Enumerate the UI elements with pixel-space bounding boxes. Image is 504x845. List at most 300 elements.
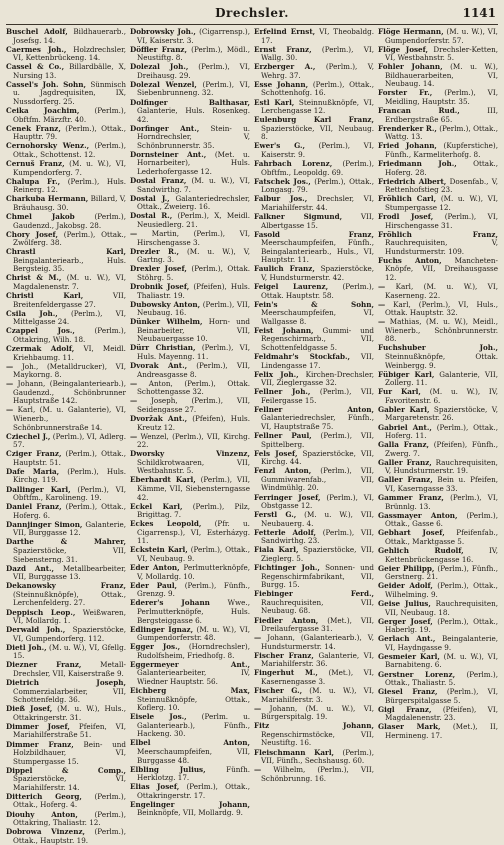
entry-name: Cenek Franz, (6, 123, 61, 133)
entry-name: Frodl Josef, (378, 211, 434, 221)
directory-entry (130, 177, 250, 194)
entry-details: Spazierstöcke, V, Margaretenstr. 26. (385, 404, 498, 423)
entry-name: Cernohorsky Wenz., (6, 141, 90, 151)
entry-name: Dürr Christian, (130, 343, 196, 353)
directory-entry (254, 766, 374, 783)
entry-name: Dolezal Wenzel, (130, 79, 197, 89)
entry-name: — (6, 405, 14, 415)
directory-entry (130, 450, 250, 476)
directory-entry (254, 564, 374, 590)
directory-entry (6, 292, 126, 309)
entry-details: Galanteriearbeiter, IV, Wiedner Hauptstr. 56. (137, 668, 250, 686)
entry-name: — (6, 361, 14, 371)
entry-name: Dafe Maria, (6, 466, 60, 476)
entry-details: (Horndrechsler), Rudolfsheim, Friedhofg. 8. (137, 642, 250, 660)
entry-details: (Perlm.), Ottak., Hoferg. 11. (385, 422, 498, 441)
entry-details: (Perlm.), Ottak., Thaliastr. 5. (385, 669, 498, 688)
directory-entry (254, 388, 374, 405)
directory-entry (130, 564, 250, 581)
entry-details: Metallbearbeiter, VII, Burggasse 13. (13, 563, 126, 582)
entry-details: (Perlm.), Ottak., Hauptstr. 19. (13, 827, 126, 845)
entry-name: Feigel Laurenz, (254, 281, 329, 291)
directory-entry (130, 397, 250, 414)
entry-name: Engelinger Johann, (130, 799, 250, 809)
directory-entry (130, 301, 250, 318)
directory-entry (378, 688, 498, 705)
directory-entry (254, 63, 374, 80)
directory-entry (254, 213, 374, 230)
directory-entry (254, 46, 374, 63)
entry-name: Estl Karl, (254, 97, 295, 107)
entry-details: (Perlm.), Ottakring, Thaliastr. 12. (13, 809, 126, 828)
entry-name: Chmel Jakob (6, 211, 75, 221)
entry-name: Drezler R., (130, 246, 179, 256)
entry-details: Kirchen-Drechsler, VII, Zieglergasse 32. (261, 369, 374, 388)
entry-details: IV, Kettenbrückengasse 16. (385, 546, 498, 564)
entry-name: Fichtinger Joh., (254, 563, 320, 573)
entry-details: (Perlm.), Gaudenzd., Jakobsg. 28. (13, 211, 126, 230)
entry-name: Dünker Wilhelm, (130, 317, 203, 327)
entry-name: Forster Fr., (378, 88, 433, 98)
entry-details: Fünfh. Herklotzg. 17. (137, 764, 250, 783)
entry-name: Fiala Karl, (254, 545, 299, 555)
entry-details: Joseph, (Perlm.), VII, Seidengasse 27. (137, 396, 250, 414)
directory-entry (6, 345, 126, 362)
entry-details: (Perlm.), VI, Huls. Mayenng. 11. (137, 343, 250, 361)
directory-entry (6, 626, 126, 643)
directory-entry (254, 142, 374, 159)
entry-name: Gassmayer Anton, (378, 510, 458, 520)
directory-entry (130, 212, 250, 229)
directory-entry (378, 344, 498, 370)
entry-name: — (254, 703, 262, 713)
entry-name: Cziechel J., (6, 431, 51, 441)
entry-details: (M. u. W.), VI, Stumpergasse 12. (385, 194, 498, 212)
directory-entry (378, 257, 498, 283)
entry-name: Geier Philipp, (378, 563, 435, 573)
entry-name: Chory Josef, (6, 229, 58, 239)
directory-entry (378, 512, 498, 529)
entry-name: Fiebinger Ferd., (254, 589, 374, 599)
entry-name: Dekanowsky Franz, (6, 581, 126, 591)
entry-details: (Perlm. u. Galanteriearb.), Fünfh., Hackeng. 30. (137, 712, 250, 739)
entry-name: Fahrbach Lorenz, (254, 159, 333, 169)
entry-name: Falbur Jos., (254, 194, 308, 204)
column-4 (378, 27, 498, 740)
directory-entry (130, 739, 250, 765)
entry-details: Pfeifenfab., Ottak., Marktgasse 5. (385, 528, 498, 546)
entry-details: Billard, V, Bräuhausg. 30. (13, 194, 126, 212)
entry-name: Feist Johann, (254, 325, 314, 335)
entry-name: Ferringer Josef, (254, 492, 321, 502)
entry-name: Christ & M., (6, 273, 62, 283)
entry-name: Caermes Joh., (6, 44, 67, 54)
directory-entry (6, 538, 126, 564)
directory-entry (254, 99, 374, 116)
directory-entry (6, 679, 126, 705)
entry-details: Bildhauerarb., Josefsg. 14. (13, 27, 126, 45)
entry-details: (M. u. W.), VI, Sandwirthg. 7. (137, 176, 250, 194)
entry-details: (Perlm.), VII, Spittelberg. (261, 431, 374, 449)
entry-details: Galanterie, VII, Zollerg. 11. (385, 369, 498, 388)
entry-name: Dobrowa Vinzenz, (6, 827, 86, 837)
column-2 (130, 27, 250, 818)
directory-entry (6, 310, 126, 327)
entry-details: (Perlm.), Ottak., Wilhelming. 9. (385, 581, 498, 599)
entry-details: (Perlm.), Ottak., VI, Neubaug. 9. (137, 545, 250, 564)
entry-details: Pfeifen, VI, Mariahilferstraße 51. (13, 721, 126, 740)
entry-details: Holzdrechsler, VI, Kettenbrückeng. 14. (13, 44, 126, 63)
entry-name: — (130, 431, 138, 441)
directory-entry (254, 406, 374, 432)
entry-name: Elbling Julius, (130, 764, 206, 774)
entry-name: Galler Franz, (378, 457, 432, 467)
entry-name: Fübiger Karl, (378, 369, 435, 379)
directory-entry (378, 125, 498, 142)
entry-details: (Perlm.), VII, Sandwirthg. 23. (261, 527, 374, 546)
entry-details: Regenschirmstöcke, VII, Neustiftg. 16. (261, 729, 374, 748)
directory-entry (130, 344, 250, 361)
directory-entry (378, 283, 498, 300)
entry-name: Gabler Karl, (378, 404, 430, 414)
entry-name: Fröhlich Franz, (378, 229, 498, 239)
entry-details: (Pfeifen), VI, Magdalenenstr. 23. (385, 704, 498, 723)
entry-details: Steinnußknöpfe, VI, Lerchengasse 12. (261, 97, 374, 116)
directory-entry (378, 529, 498, 546)
directory-entry (254, 301, 374, 327)
directory-columns (6, 27, 498, 845)
entry-details: (Perlm.), Fünfh., Gerstnerg. 21. (385, 563, 498, 582)
entry-details: (Perlm.), VI, Dreihausg. 29. (137, 62, 250, 80)
entry-name: Giesel Franz, (378, 687, 438, 697)
directory-entry (378, 46, 498, 63)
directory-entry (378, 406, 498, 423)
entry-name: Dippel & Comp., (6, 765, 126, 775)
entry-details: Karl, (M. u. W.), VI, Kaserneng. 22. (385, 281, 498, 300)
entry-details: Martin, (Perlm.), VI, Hirschengasse 3. (137, 229, 250, 247)
entry-details: (Perlm.), X, Meidl. Neusiedlerg. 21. (137, 211, 250, 229)
directory-entry (6, 705, 126, 722)
entry-name: Gebhart Josef, (378, 528, 445, 538)
entry-name: Diezner Franz, (6, 660, 82, 670)
entry-details: Galanteriedrechsler, Ottak., Zweierg. 16. (137, 193, 250, 212)
entry-details: (Perlm.), VI, Brünnlg. 13. (385, 493, 498, 511)
directory-entry (254, 195, 374, 212)
directory-entry (254, 669, 374, 686)
entry-details: (Perlm.), Mödl., Neustiftg. 8. (137, 44, 250, 63)
entry-name: — (130, 229, 138, 239)
entry-name: Ferstl G., (254, 510, 297, 520)
directory-entry (6, 609, 126, 626)
entry-name: Egger Jos., (130, 642, 181, 652)
entry-name: Derwald Joh., (6, 625, 66, 635)
entry-name: — (130, 378, 138, 388)
entry-details: (Perlm.), VII, Feilergasse 15. (261, 387, 374, 405)
directory-entry (254, 81, 374, 98)
entry-details: (M. u. W.), VI, Barnabiteng. 6. (385, 651, 498, 670)
entry-details: (Perlm.), Pilz, Brigittag. 7. (137, 501, 250, 520)
directory-entry (6, 213, 126, 230)
entry-name: Fenzl Anton, (254, 466, 312, 476)
entry-details: Spazierstöcke, VII, Neubaug. 8. (261, 123, 374, 142)
directory-entry (254, 353, 374, 370)
entry-details: (Cigarrensp.), VI, Kaiserstr. 3. (137, 27, 250, 45)
entry-name: Eulenburg Karl Franz, (254, 115, 374, 125)
directory-entry (130, 520, 250, 546)
directory-entry (130, 248, 250, 265)
entry-name: — (378, 317, 386, 327)
entry-details: Johann, (Beingalanteriearb.), Gaudenzd., Schönbrunner Hauptstraße 142. (13, 379, 126, 406)
directory-entry (6, 125, 126, 142)
directory-entry (254, 705, 374, 722)
entry-details: Galanterie, VII, Burggasse 12. (13, 519, 126, 538)
entry-details: (Kupferstiche), Fünfh., Karmeliterhofg. 8. (385, 141, 498, 159)
entry-name: Christl Karl, (6, 291, 84, 301)
directory-entry (6, 231, 126, 248)
directory-entry (378, 424, 498, 441)
directory-entry (378, 63, 498, 89)
directory-entry (254, 511, 374, 528)
entry-name: Darthe & Mahrer, (6, 537, 126, 547)
entry-details: (Perlm.), Ottak., Haupttr. 79. (13, 123, 126, 142)
directory-entry (254, 546, 374, 563)
entry-details: (Pfeifen), Huls. Thaliastr. 19. (137, 281, 250, 300)
directory-entry (130, 476, 250, 502)
directory-entry (6, 582, 126, 608)
entry-details: (Perlm.), Ottakring, Wilh. 18. (13, 326, 126, 344)
directory-entry (130, 265, 250, 282)
directory-entry (6, 828, 126, 845)
entry-details: (Perlm.), Ottak., Schottenhofg. 16. (261, 79, 374, 98)
directory-entry (6, 195, 126, 212)
directory-entry (378, 301, 498, 318)
directory-entry (6, 661, 126, 678)
directory-entry (6, 248, 126, 274)
entry-details: (Perlm.), Ottak., Schottenst. 12. (13, 141, 126, 159)
entry-details: (Perlm.), Huls. Kirchg. 119. (13, 466, 126, 485)
entry-name: Friedmann Joh., (378, 159, 457, 169)
entry-details: Mathias, (M. u. W.), Meidl., Wienerb., Schönbrunnerstr. 88. (385, 317, 498, 344)
directory-entry (6, 63, 126, 80)
directory-entry (254, 432, 374, 449)
directory-entry (6, 160, 126, 177)
directory-entry (378, 723, 498, 740)
entry-details: (Perlm.), Obftfm., Leopoldg. 69. (261, 159, 374, 177)
entry-details: (Perlm.), Ottak., Gasse 6. (385, 510, 498, 529)
entry-details: Sünmisch u. Jagdrequisiten, IX, Nussdorferg. 25. (13, 79, 126, 107)
entry-details: (Perlm.), Ottak., Hoferg. 6. (13, 502, 126, 520)
entry-name: — (378, 281, 386, 291)
entry-details: (Met.), VI, Kasernengasse 3. (261, 668, 374, 686)
entry-details: VII, Lindengasse 17. (261, 351, 374, 370)
entry-details: Spazierstöcke, VII, Kirchg. 44. (261, 448, 374, 467)
entry-name: Elbel Anton, (130, 738, 250, 748)
entry-name: Fetterle Adolf, (254, 527, 317, 537)
entry-name: Gigl Franz, (378, 704, 432, 714)
entry-name: Eder Paul, (130, 580, 178, 590)
entry-details: (Perlm.), Ottak., Ottakringerstr. 17. (137, 782, 250, 800)
entry-details: Karl, (Perlm.), VI, Huls., Ottak. Hauptstr. 32. (385, 299, 498, 318)
directory-entry (378, 160, 498, 177)
directory-entry (254, 231, 374, 265)
entry-name: Erzberger A., (254, 62, 316, 72)
entry-name: Dvoržak Ant., (130, 414, 188, 423)
entry-name: Eder Anton, (130, 563, 180, 573)
entry-details: Joh., (Metalldrucker), VI, Maykorng. 8. (13, 361, 126, 380)
entry-name: Dorfinger Ant., (130, 123, 200, 133)
entry-name: Czappel Jos., (6, 326, 75, 336)
entry-name: Eckes Leopold, (130, 519, 202, 529)
directory-entry (254, 371, 374, 388)
entry-name: Galla Franz, (378, 440, 430, 450)
entry-name: Fasold Franz, (254, 229, 374, 239)
entry-name: Dolezal Joh., (130, 62, 189, 72)
entry-details: Rauchrequisiten, V, Hundsturmerstr. 19. (385, 457, 498, 476)
entry-details: (Perlm.), VI, Bürgerspitalgasse 5. (385, 687, 498, 705)
directory-entry (254, 634, 374, 651)
entry-name: Felix Joh., (254, 369, 299, 379)
directory-entry (254, 617, 374, 634)
entry-details: Spazierstöcke, VII, Siebensterng. 31. (13, 546, 126, 564)
entry-name: Eberhardt Karl, (130, 475, 196, 485)
entry-name: Ederer's Johann (130, 598, 210, 608)
entry-name: — (6, 379, 14, 389)
directory-entry (378, 371, 498, 388)
entry-name: Chrastl Karl, (6, 247, 126, 257)
entry-name: Dimmer Josef, (6, 721, 70, 731)
entry-name: Chalupa Fr., (6, 176, 61, 186)
directory-entry (6, 274, 126, 291)
directory-entry (6, 433, 126, 450)
entry-name: Dubowsky Anton, (130, 299, 201, 309)
entry-name: Fitz Johann, (254, 721, 374, 731)
entry-name: Ernst Franz, (254, 44, 312, 54)
directory-entry (378, 459, 498, 476)
entry-name: Dimmer Franz, (6, 739, 74, 749)
entry-details: (Perlm.), VI, Hirschengasse 31. (385, 211, 498, 230)
entry-name: Fischer G., (254, 686, 303, 696)
entry-details: (Perlm.), Ottak. Stöhrg. 5. (137, 264, 250, 282)
entry-details: (M. u. W.), VI, Gfellg. 15. (13, 642, 126, 661)
entry-details: (Pfeifen), Huls. Kreutz 12. (137, 414, 250, 432)
directory-entry (254, 327, 374, 353)
entry-details: Billardbälle, X, Nursing 13. (13, 62, 126, 80)
entry-details: Steinnußknöpfe, Ottak., Koflerg. 10. (137, 694, 250, 713)
directory-entry (378, 565, 498, 582)
directory-entry (130, 626, 250, 643)
directory-entry (6, 450, 126, 467)
entry-name: Galler Franz, (378, 475, 433, 485)
directory-entry (254, 687, 374, 704)
entry-details: Wwe., Perlmutterknöpfe, Huls. Bergsteiggasse 6. (137, 598, 250, 625)
entry-details: (Perlm.), Ottak., Hauptstr. 51. (13, 449, 126, 467)
directory-entry (6, 565, 126, 582)
directory-entry (130, 125, 250, 151)
directory-entry (6, 767, 126, 793)
entry-details: (M. u. W.), VI, Magdalenenstr. 7. (13, 273, 126, 291)
entry-name: Drexler Josef, (130, 264, 187, 274)
directory-entry (130, 415, 250, 432)
entry-details: Spazierstöcke, V, Hundsturmerstr. 42. (261, 264, 374, 282)
entry-name: Dostal Franz, (130, 176, 187, 186)
entry-name: Fatschek Jos., (254, 176, 311, 186)
directory-entry (130, 46, 250, 63)
entry-name: Eckstein Karl, (130, 545, 188, 555)
entry-name: Dieß Josef, (6, 704, 53, 714)
entry-details: (Met.), VII, Dreilaufergasse 31. (261, 615, 374, 634)
entry-name: Dostal R., (130, 211, 173, 221)
entry-details: (Perlm.), Huls. Reinerg. 12. (13, 176, 126, 195)
entry-details: Rauchrequisiten, V, Hundsturmerstr. 109. (385, 238, 498, 256)
directory-entry (6, 363, 126, 380)
directory-entry (6, 486, 126, 503)
entry-name: Fuchs Anton, (378, 255, 442, 265)
entry-details: (Perlm.), V, Wehrg. 37. (261, 62, 374, 80)
entry-details: Galanteriedrechsler, Fünfh., VI, Hauptstraße 75. (261, 413, 374, 431)
entry-name: — (130, 396, 138, 406)
directory-entry (130, 81, 250, 98)
entry-details: Galanterie, VI, Mariahilferstr. 36. (261, 650, 374, 669)
entry-name: Dolfinger Balthasar, (130, 97, 250, 107)
directory-entry (6, 406, 126, 432)
directory-entry (130, 599, 250, 625)
entry-details: (Perlm.), VI, Siebenbrunneng. 32. (137, 79, 250, 98)
directory-entry (130, 661, 250, 687)
entry-name: Geise Julius, (378, 598, 431, 608)
entry-name: Flöge Hermann, (378, 27, 444, 36)
directory-entry (378, 618, 498, 635)
directory-entry (378, 476, 498, 493)
directory-entry (378, 178, 498, 195)
directory-entry (378, 547, 498, 564)
directory-entry (130, 783, 250, 800)
entry-name: Fellner Paul, (254, 431, 312, 441)
entry-details: Dosenfab., V, Rettenhofstieg 23. (385, 176, 498, 195)
directory-entry (6, 723, 126, 740)
entry-details: (M. u. W.), Huls., Ottakringerstr. 31. (13, 704, 126, 722)
entry-details: (M. u. W.), VII, Neubauerg. 4. (261, 510, 375, 528)
column-1 (6, 27, 126, 845)
entry-details: (Perlm.), VII, Neubaug. 16. (137, 299, 250, 318)
entry-details: (Perlm.), VII, Gummiwarenfab., VII, Windmühlg. 20. (261, 466, 374, 493)
entry-details: Steinnußknöpfe, Ottak. Weinbergg. 9. (385, 351, 498, 370)
entry-name: Falkner Sigmund, (254, 211, 343, 221)
entry-details: (Perlm.), VI, Adlerg. 57. (13, 431, 126, 450)
entry-details: Gummi- und Regenschirmarb., VII, Schottenfeldgasse 5. (261, 325, 374, 352)
entry-details: Rauchrequisiten, VII, Neubaug. 68. (261, 597, 374, 616)
directory-entry (378, 582, 498, 599)
entry-details: (Perlm.), Ottak., Zwölferg. 38. (13, 229, 126, 248)
directory-entry (6, 178, 126, 195)
entry-details: (Perlm.), Fünfh., Grenzg. 9. (137, 580, 250, 599)
directory-entry (6, 811, 126, 828)
directory-entry (6, 81, 126, 107)
entry-details: Wenzel, (Perlm.), VII, Kirchg. 22. (137, 431, 250, 450)
page-header (6, 6, 498, 25)
entry-details: (Perlm.), Obftfm. Märzftr. 40. (13, 106, 126, 124)
entry-details: Commerzialarbeiter, VII, Schottenfeldg. 36. (13, 686, 126, 705)
entry-name: Fohler Johann, (378, 62, 443, 72)
entry-details: VII, Albertgasse 15. (261, 211, 374, 230)
directory-entry (378, 388, 498, 405)
entry-name: Eckel Karl, (130, 501, 183, 511)
directory-entry (378, 600, 498, 617)
entry-name: Eggermeyer Ant., (130, 659, 250, 669)
directory-entry (130, 283, 250, 300)
directory-entry (130, 713, 250, 739)
entry-name: Francan Rud., (378, 106, 460, 116)
entry-details: Sonnen- und Regenschirmfabrikant, VII, Burgg. 15. (261, 563, 374, 590)
